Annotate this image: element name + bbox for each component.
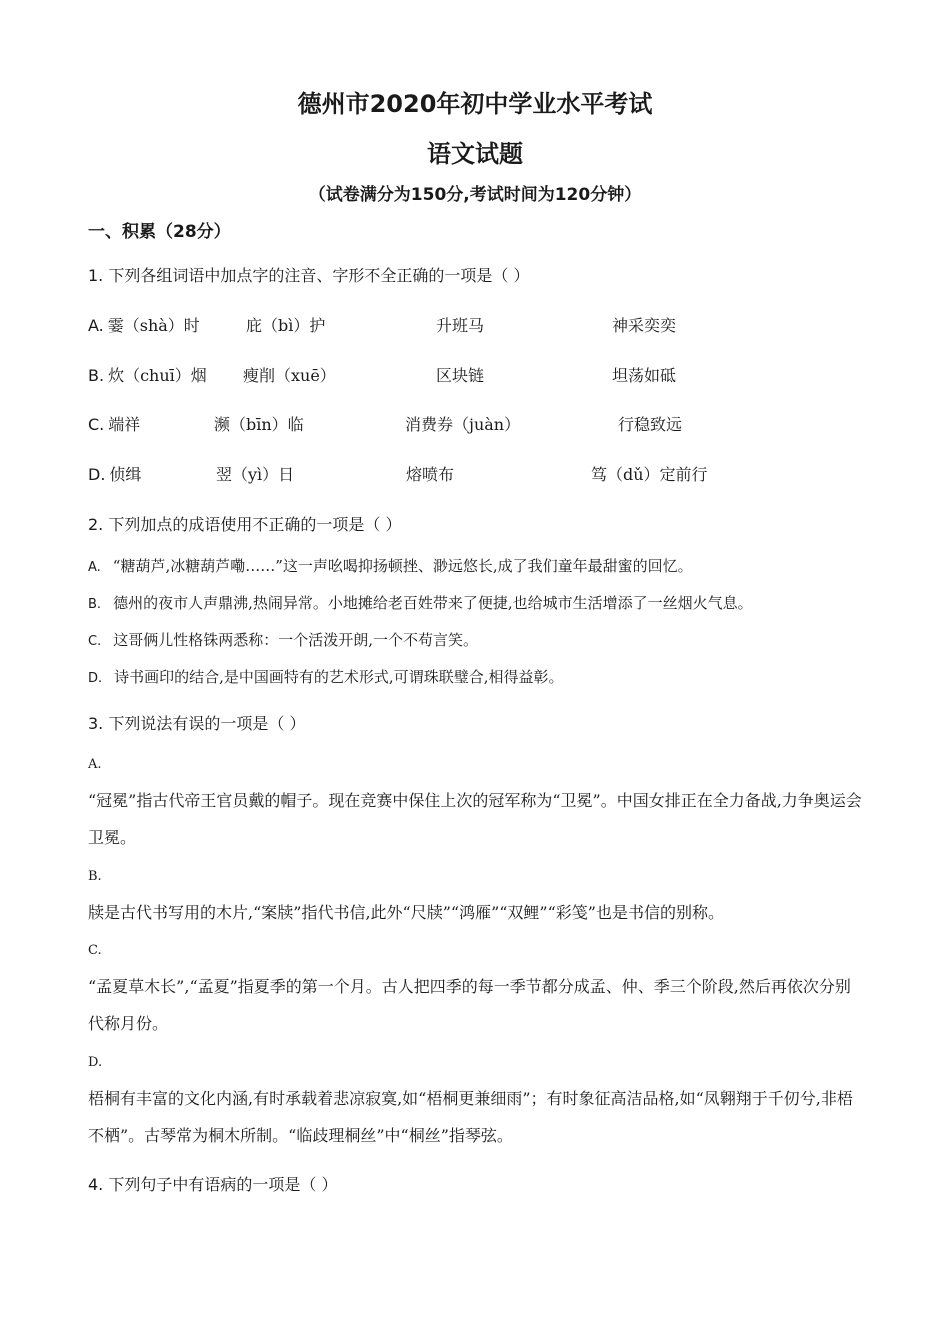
question-number: 4.	[88, 1175, 104, 1194]
question-number: 2.	[88, 515, 104, 534]
option-cell: 炊（chuī）烟	[108, 366, 207, 385]
question-text: 下列各组词语中加点字的注音、字形不全正确的一项是（ ）	[103, 266, 530, 285]
q1-row-c	[88, 412, 140, 435]
q1-row-d	[88, 462, 141, 485]
q2-option-b	[88, 592, 753, 613]
option-cell: 濒（bīn）临	[214, 415, 304, 434]
q2-option-a	[88, 555, 693, 576]
q3-option-a-letter: A.	[88, 757, 102, 772]
option-text: 德州的夜市人声鼎沸,热闹异常。小地摊给老百姓带来了便捷,也给城市生活增添了一丝烟火气息。	[113, 594, 753, 612]
option-cell: 行稳致远	[618, 415, 683, 434]
question-2-stem	[88, 512, 401, 535]
q3-option-c-text: “孟夏草木长”,“孟夏”指夏季的第一个月。古人把四季的每一季节都分成孟、仲、季三个阶段,然后再依次分别代称月份。	[88, 977, 851, 1033]
q1-row-a	[88, 313, 200, 336]
option-cell: 区块链	[436, 366, 485, 385]
option-cell: 笃（dǔ）定前行	[591, 465, 708, 484]
section-heading: 一、积累（28分）	[88, 222, 231, 242]
option-cell: 消费券（juàn）	[405, 415, 521, 434]
option-cell: 霎（shà）时	[107, 316, 200, 335]
option-letter: A.	[88, 560, 101, 575]
option-letter: B.	[88, 597, 102, 612]
option-cell: 神采奕奕	[612, 316, 677, 335]
exam-subtitle: 语文试题	[427, 140, 523, 168]
q2-option-c	[88, 629, 478, 650]
question-number: 3.	[88, 714, 104, 733]
question-text: 下列说法有误的一项是（ ）	[103, 714, 306, 733]
question-text: 下列加点的成语使用不正确的一项是（ ）	[103, 515, 402, 534]
option-cell: 侦缉	[109, 465, 142, 484]
option-cell: 翌（yì）日	[216, 465, 295, 484]
q3-option-c-letter: C.	[88, 943, 102, 958]
exam-title: 德州市2020年初中学业水平考试	[297, 90, 653, 118]
option-letter: C.	[88, 634, 102, 649]
q2-option-d	[88, 666, 563, 687]
q3-option-b-letter: B.	[88, 869, 102, 884]
question-text: 下列句子中有语病的一项是（ ）	[103, 1175, 338, 1194]
option-letter: B.	[88, 366, 105, 385]
question-3-stem	[88, 711, 305, 734]
option-cell: 坦荡如砥	[612, 366, 677, 385]
option-cell: 瘦削（xuē）	[243, 366, 336, 385]
q1-row-b	[88, 363, 207, 386]
option-letter: C.	[88, 415, 105, 434]
option-letter: A.	[88, 316, 104, 335]
option-text: 这哥俩儿性格铢两悉称：一个活泼开朗,一个不苟言笑。	[113, 631, 478, 649]
q3-option-a-text: “冠冕”指古代帝王官员戴的帽子。现在竞赛中保住上次的冠军称为“卫冕”。中国女排正在全力备战,力争奥运会卫冕。	[88, 791, 862, 847]
option-cell: 庇（bì）护	[246, 316, 326, 335]
question-number: 1.	[88, 266, 104, 285]
option-text: “糖葫芦,冰糖葫芦嘞……”这一声吆喝抑扬顿挫、渺远悠长,成了我们童年最甜蜜的回忆。	[112, 557, 693, 575]
option-letter: D.	[88, 671, 103, 686]
q3-option-d-letter: D.	[88, 1055, 103, 1070]
option-text: 诗书画印的结合,是中国画特有的艺术形式,可谓珠联璧合,相得益彰。	[114, 668, 564, 686]
question-1-stem	[88, 263, 529, 286]
option-letter: D.	[88, 465, 106, 484]
option-cell: 熔喷布	[406, 465, 455, 484]
q3-option-b-text: 牍是古代书写用的木片,“案牍”指代书信,此外“尺牍”“鸿雁”“双鲤”“彩笺”也是书信的别称。	[88, 903, 724, 922]
exam-note: （试卷满分为150分,考试时间为120分钟）	[308, 185, 642, 205]
question-4-stem	[88, 1172, 337, 1195]
q3-option-d-text: 梧桐有丰富的文化内涵,有时承载着悲凉寂寞,如“梧桐更兼细雨”；有时象征高洁品格,如“凤翱翔于千仞兮,非梧不栖”。古琴常为桐木所制。“临歧理桐丝”中“桐丝”指琴弦。	[88, 1089, 853, 1145]
option-cell: 升班马	[436, 316, 485, 335]
option-cell: 端祥	[108, 415, 141, 434]
